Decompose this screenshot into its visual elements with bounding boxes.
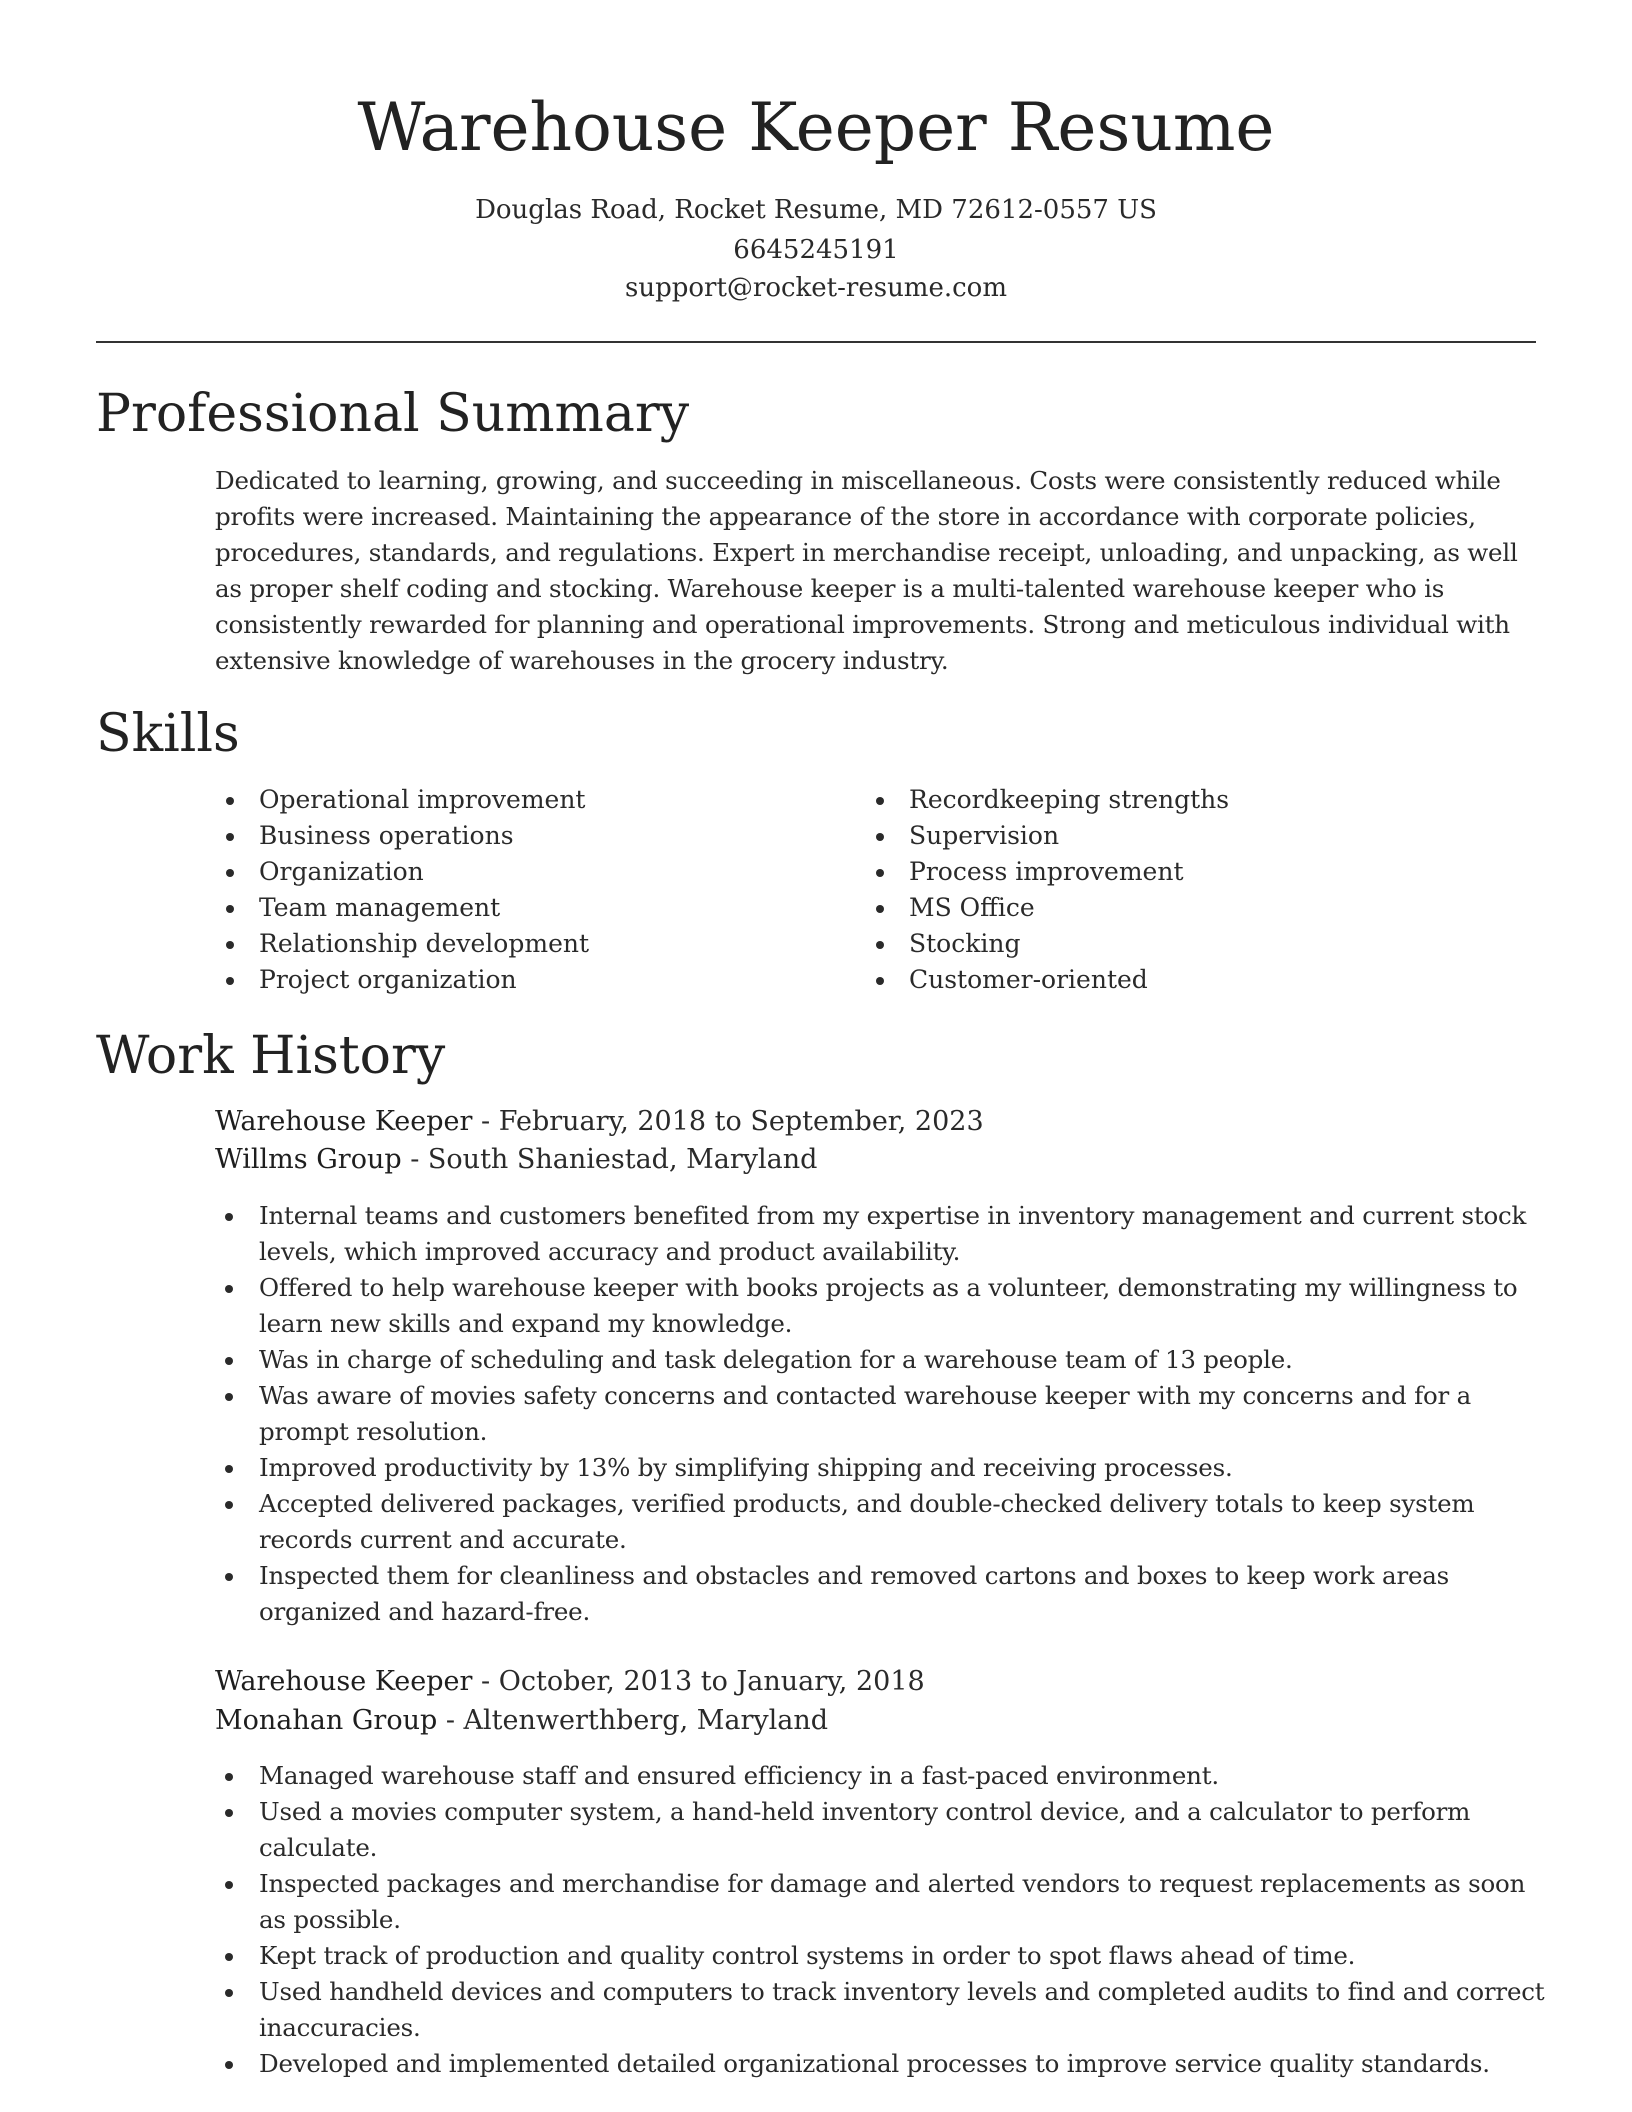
job-duties-list [259, 1198, 1549, 1630]
skill-item: Process improvement [876, 854, 1476, 890]
job-title-line [215, 1103, 984, 1141]
skill-item: Stocking [876, 926, 1476, 962]
skills-list-left [226, 782, 826, 998]
job-duty-item: Inspected them for cleanliness and obstacles and removed cartons and boxes to keep work areas organized and hazard-free. [259, 1558, 1549, 1630]
summary-text: Dedicated to learning, growing, and succeeding in miscellaneous. Costs were consistently reduced while profits were increased. Maintaining the appearance of the store in accordance with corporate policies, procedures, standards, and regulations. Expert in merchandise receipt, unloading, and unpacking, as well as proper shelf coding and stocking. Warehouse keeper is a multi-talented warehouse keeper who is consistently rewarded for planning and operational improvements. Strong and meticulous individual with extensive knowledge of warehouses in the grocery industry. [215, 466, 1518, 675]
job-duty-item: Developed and implemented detailed organizational processes to improve service quality standards. [259, 2046, 1549, 2082]
job-company-line [215, 1141, 817, 1179]
job-location: - Altenwerthberg, Maryland [437, 1705, 829, 1736]
resume-title: Warehouse Keeper Resume [357, 89, 1275, 166]
contact-address: Douglas Road, Rocket Resume, MD 72612-0557 US [475, 195, 1157, 225]
job-duty-item: Inspected packages and merchandise for damage and alerted vendors to request replacements as soon as possible. [259, 1866, 1549, 1938]
job-title-line [215, 1663, 925, 1701]
job-duty-item: Was aware of movies safety concerns and contacted warehouse keeper with my concerns and for a prompt resolution. [259, 1378, 1549, 1450]
job-duty-item: Improved productivity by 13% by simplifying shipping and receiving processes. [259, 1450, 1549, 1486]
job-company: Monahan Group [215, 1705, 438, 1736]
skill-item: Organization [226, 854, 826, 890]
skills-heading: Skills [96, 704, 240, 764]
summary-heading: Professional Summary [96, 384, 690, 444]
job-duty-item: Kept track of production and quality control systems in order to spot flaws ahead of time. [259, 1938, 1549, 1974]
job-duty-item: Was in charge of scheduling and task delegation for a warehouse team of 13 people. [259, 1342, 1549, 1378]
skill-item: Project organization [226, 962, 826, 998]
skill-item: Recordkeeping strengths [876, 782, 1476, 818]
job-dates: - October, 2013 to January, 2018 [472, 1666, 925, 1697]
header-divider [96, 341, 1536, 343]
job-duty-item: Internal teams and customers benefited from my expertise in inventory management and current stock levels, which improved accuracy and product availability. [259, 1198, 1549, 1270]
job-title: Warehouse Keeper [215, 1106, 473, 1137]
contact-phone: 6645245191 [733, 235, 899, 265]
skill-item: Supervision [876, 818, 1476, 854]
skill-item: Operational improvement [226, 782, 826, 818]
job-duty-item: Offered to help warehouse keeper with books projects as a volunteer, demonstrating my willingness to learn new skills and expand my knowledge. [259, 1270, 1549, 1342]
job-duties-list [259, 1758, 1549, 2082]
job-company-line [215, 1702, 828, 1740]
job-duty-item: Managed warehouse staff and ensured efficiency in a fast-paced environment. [259, 1758, 1549, 1794]
job-duty-item: Accepted delivered packages, verified products, and double-checked delivery totals to keep system records current and accurate. [259, 1486, 1549, 1558]
job-duty-item: Used handheld devices and computers to track inventory levels and completed audits to find and correct inaccuracies. [259, 1974, 1549, 2046]
contact-email: support@rocket-resume.com [624, 273, 1007, 303]
job-duty-item: Used a movies computer system, a hand-held inventory control device, and a calculator to perform calculate. [259, 1794, 1549, 1866]
skills-list-right [876, 782, 1476, 998]
job-company: Willms Group [215, 1144, 402, 1175]
skill-item: Team management [226, 890, 826, 926]
skill-item: Relationship development [226, 926, 826, 962]
job-title: Warehouse Keeper [215, 1666, 473, 1697]
skill-item: Business operations [226, 818, 826, 854]
job-dates: - February, 2018 to September, 2023 [472, 1106, 984, 1137]
skill-item: MS Office [876, 890, 1476, 926]
job-location: - South Shaniestad, Maryland [401, 1144, 818, 1175]
skill-item: Customer-oriented [876, 962, 1476, 998]
work-history-heading: Work History [96, 1026, 446, 1086]
